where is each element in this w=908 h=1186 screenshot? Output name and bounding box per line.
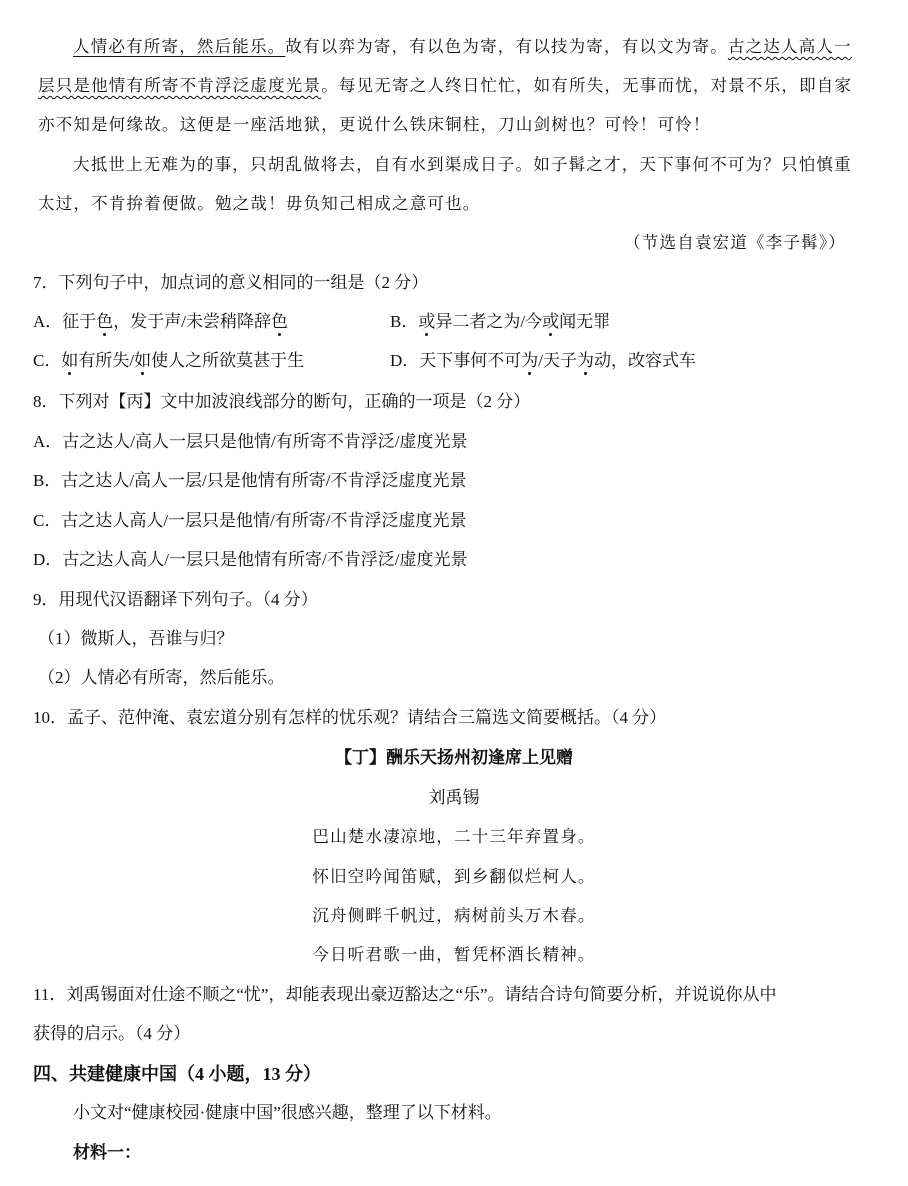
passage-source: （节选自袁宏道《李子髯》） [624,233,846,252]
q9-stem: 9．用现代汉语翻译下列句子。（4 分） [33,590,318,609]
wavy-phrase-start: 古之达人高人一 [727,37,852,56]
q9-sentence-2: （2）人情必有所寄，然后能乐。 [38,668,285,687]
section-4-heading: 四、共建健康中国（4 小题，13 分） [33,1064,321,1084]
passage-line-4: 大抵世上无难为的事，只胡乱做将去，自有水到渠成日子。如子髯之才，天下事何不可为？只怕慎重 [73,155,852,174]
section-4-intro: 小文对“健康校园·健康中国”很感兴趣，整理了以下材料。 [73,1103,502,1122]
q8-option-c: C．古之达人高人/一层只是他情/有所寄/不肯浮泛虚度光景 [33,511,467,530]
q7-option-d: D．天下事何不可为/天子为动，改容式车 [390,351,697,370]
q10-stem: 10．孟子、范仲淹、袁宏道分别有怎样的忧乐观？请结合三篇选文简要概括。（4 分） [33,708,667,727]
passage-line-3: 亦不知是何缘故。这便是一座活地狱，更说什么铁床铜柱，刀山剑树也？可怜！可怜！ [38,115,711,134]
wavy-phrase-end: 层只是他情有所寄不肯浮泛虚度光景 [38,76,322,95]
passage-line-5: 太过，不肯拚着便做。勉之哉！毋负知己相成之意可也。 [38,194,481,213]
material-1-label: 材料一： [73,1143,141,1162]
poem-line-3: 沉舟侧畔千帆过，病树前头万木春。 [312,906,596,925]
q7-option-a: A．征于色，发于声/未尝稍降辞色 [33,312,289,331]
q8-option-b: B．古之达人/高人一层/只是他情有所寄/不肯浮泛虚度光景 [33,471,467,490]
passage-line-1: 人情必有所寄，然后能乐。故有以弈为寄，有以色为寄，有以技为寄，有以文为寄。古之达人高人一 [73,37,852,56]
q8-option-a: A．古之达人/高人一层只是他情/有所寄不肯浮泛/虚度光景 [33,432,468,451]
q8-stem: 8．下列对【丙】文中加波浪线部分的断句，正确的一项是（2 分） [33,392,531,411]
poem-line-1: 巴山楚水凄凉地，二十三年弃置身。 [312,827,596,846]
q7-stem: 7．下列句子中，加点词的意义相同的一组是（2 分） [33,273,429,292]
underlined-sentence: 人情必有所寄，然后能乐。 [73,37,286,56]
q8-option-d: D．古之达人高人/一层只是他情有所寄/不肯浮泛/虚度光景 [33,550,468,569]
poem-line-2: 怀旧空吟闻笛赋，到乡翻似烂柯人。 [312,867,596,886]
q11-line-1: 11．刘禹锡面对仕途不顺之“忧”，却能表现出豪迈豁达之“乐”。请结合诗句简要分析，并说说你从中 [33,985,777,1004]
passage-line-2: 层只是他情有所寄不肯浮泛虚度光景。每见无寄之人终日忙忙，如有所失，无事而忧，对景不乐，即自家 [38,76,853,95]
q9-sentence-1: （1）微斯人，吾谁与归？ [38,629,234,648]
poem-line-4: 今日听君歌一曲，暂凭杯酒长精神。 [312,945,596,964]
q7-option-c: C．如有所失/如使人之所欲莫甚于生 [33,351,305,370]
poem-author: 刘禹锡 [428,788,480,807]
poem-title: 【丁】酬乐天扬州初逢席上见赠 [335,748,573,767]
q7-option-b: B．或异二者之为/今或闻无罪 [390,312,611,331]
q11-line-2: 获得的启示。（4 分） [33,1024,191,1043]
